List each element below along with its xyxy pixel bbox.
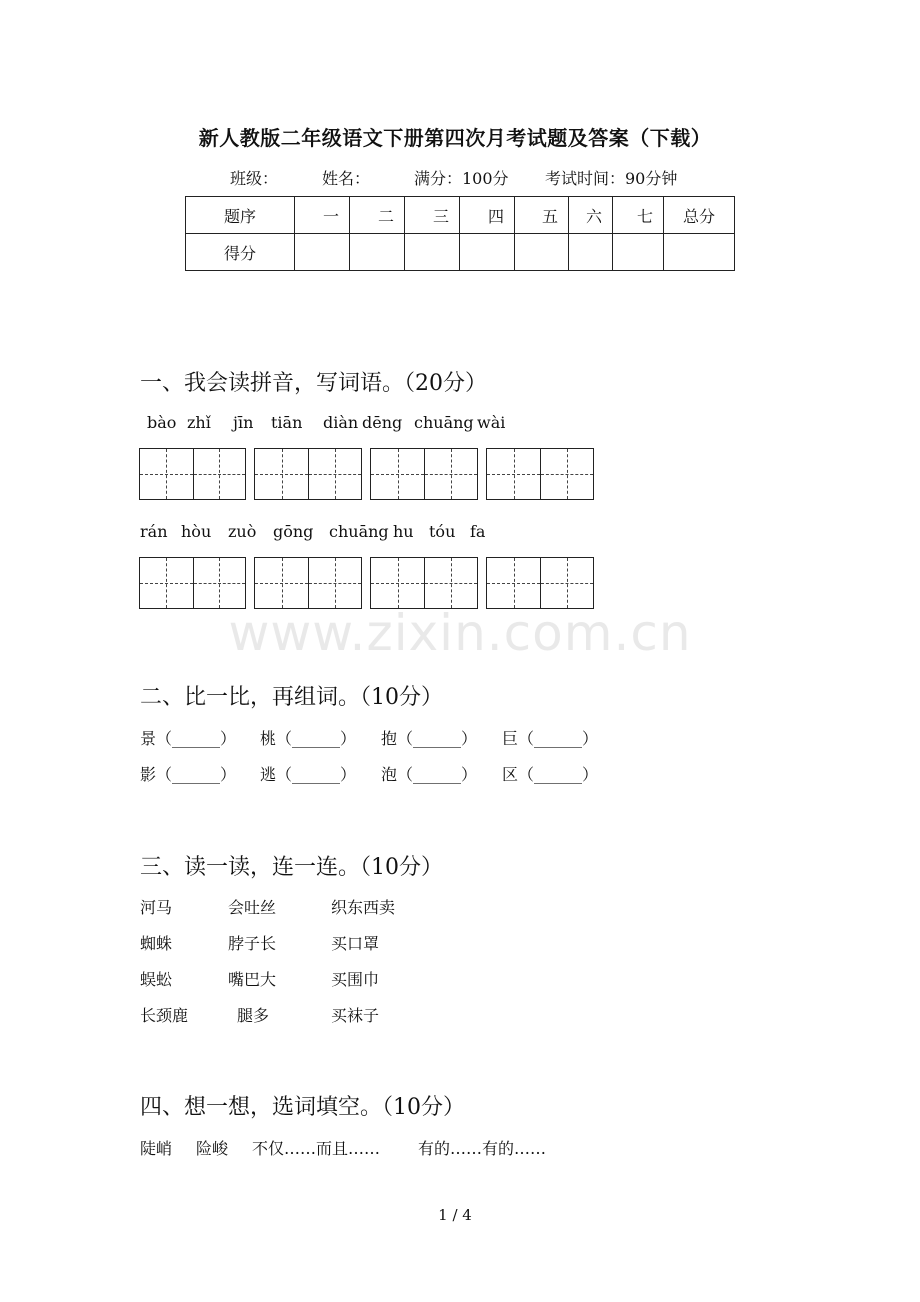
score-table-score-row <box>186 234 735 271</box>
word-choice: 有的……有的…… <box>418 1139 547 1158</box>
writing-box[interactable] <box>139 448 246 500</box>
score-table-header-cell: 六 <box>569 197 613 234</box>
pinyin-syllable: tiān <box>271 413 303 432</box>
score-entry-cell[interactable] <box>405 234 460 271</box>
score-table-header-cell: 题序 <box>186 197 295 234</box>
feature-word[interactable]: 嘴巴大 <box>228 970 277 989</box>
section4-heading: 四、想一想，选词填空。（10分） <box>140 1095 465 1120</box>
score-entry-cell[interactable] <box>569 234 613 271</box>
word-blank[interactable]: 影（______） <box>140 765 237 784</box>
pinyin-syllable: jīn <box>233 413 254 432</box>
word-blank[interactable]: 逃（______） <box>260 765 357 784</box>
name-label: 姓名： <box>322 169 371 188</box>
writing-box[interactable] <box>370 448 478 500</box>
pinyin-syllable: zuò <box>228 522 257 541</box>
pinyin-syllable: diàn <box>323 413 359 432</box>
pinyin-syllable: rán <box>140 522 168 541</box>
score-entry-cell[interactable] <box>295 234 350 271</box>
score-entry-cell[interactable] <box>664 234 735 271</box>
score-table-header-cell: 五 <box>515 197 569 234</box>
exam-time-label: 考试时间：90分钟 <box>545 169 678 188</box>
pinyin-syllable: wài <box>477 413 506 432</box>
full-score-label: 满分：100分 <box>414 169 509 188</box>
score-table-header-cell: 总分 <box>664 197 735 234</box>
pinyin-syllable: chuāng <box>414 413 474 432</box>
action-word[interactable]: 买袜子 <box>331 1006 380 1025</box>
pinyin-syllable: zhǐ <box>187 413 211 432</box>
pinyin-syllable: gōng <box>273 522 314 541</box>
pinyin-syllable: bào <box>147 413 177 432</box>
score-table-header-row <box>186 197 735 234</box>
writing-box[interactable] <box>486 448 594 500</box>
animal-word[interactable]: 河马 <box>140 898 173 917</box>
section1-heading: 一、我会读拼音，写词语。（20分） <box>140 371 487 396</box>
animal-word[interactable]: 蜈蚣 <box>140 970 173 989</box>
writing-box[interactable] <box>254 557 362 609</box>
score-table-header-cell: 三 <box>405 197 460 234</box>
word-choice: 陡峭 <box>140 1139 173 1158</box>
feature-word[interactable]: 脖子长 <box>228 934 277 953</box>
action-word[interactable]: 织东西卖 <box>331 898 396 917</box>
writing-box[interactable] <box>254 448 362 500</box>
writing-box[interactable] <box>370 557 478 609</box>
word-blank[interactable]: 巨（______） <box>502 729 599 748</box>
pinyin-syllable: chuāng <box>329 522 389 541</box>
score-table <box>185 196 735 271</box>
page-title: 新人教版二年级语文下册第四次月考试题及答案（下载） <box>198 126 712 150</box>
score-table-header-cell: 一 <box>295 197 350 234</box>
page-number: 1 / 4 <box>438 1206 472 1224</box>
pinyin-syllable: tóu <box>429 522 456 541</box>
score-entry-cell[interactable] <box>515 234 569 271</box>
word-blank[interactable]: 桃（______） <box>260 729 357 748</box>
pinyin-syllable: hòu <box>181 522 212 541</box>
action-word[interactable]: 买围巾 <box>331 970 380 989</box>
animal-word[interactable]: 蜘蛛 <box>140 934 173 953</box>
pinyin-syllable: dēng <box>362 413 403 432</box>
word-blank[interactable]: 区（______） <box>502 765 599 784</box>
animal-word[interactable]: 长颈鹿 <box>140 1006 189 1025</box>
word-blank[interactable]: 抱（______） <box>381 729 478 748</box>
score-entry-cell[interactable] <box>350 234 405 271</box>
word-choice: 不仅……而且…… <box>252 1139 381 1158</box>
word-blank[interactable]: 景（______） <box>140 729 237 748</box>
score-entry-cell[interactable] <box>460 234 515 271</box>
writing-box[interactable] <box>486 557 594 609</box>
pinyin-syllable: hu <box>393 522 414 541</box>
action-word[interactable]: 买口罩 <box>331 934 380 953</box>
section3-heading: 三、读一读，连一连。（10分） <box>140 855 443 880</box>
section2-heading: 二、比一比，再组词。（10分） <box>140 685 443 710</box>
feature-word[interactable]: 会吐丝 <box>228 898 277 917</box>
class-label: 班级： <box>230 169 279 188</box>
score-entry-cell[interactable] <box>613 234 664 271</box>
feature-word[interactable]: 腿多 <box>237 1006 270 1025</box>
score-table-header-cell: 七 <box>613 197 664 234</box>
score-table-header-cell: 四 <box>460 197 515 234</box>
word-choice: 险峻 <box>196 1139 229 1158</box>
pinyin-syllable: fa <box>470 522 486 541</box>
score-row-label: 得分 <box>186 234 295 271</box>
score-table-header-cell: 二 <box>350 197 405 234</box>
watermark: www.zixin.com.cn <box>228 604 692 662</box>
writing-box[interactable] <box>139 557 246 609</box>
word-blank[interactable]: 泡（______） <box>381 765 478 784</box>
